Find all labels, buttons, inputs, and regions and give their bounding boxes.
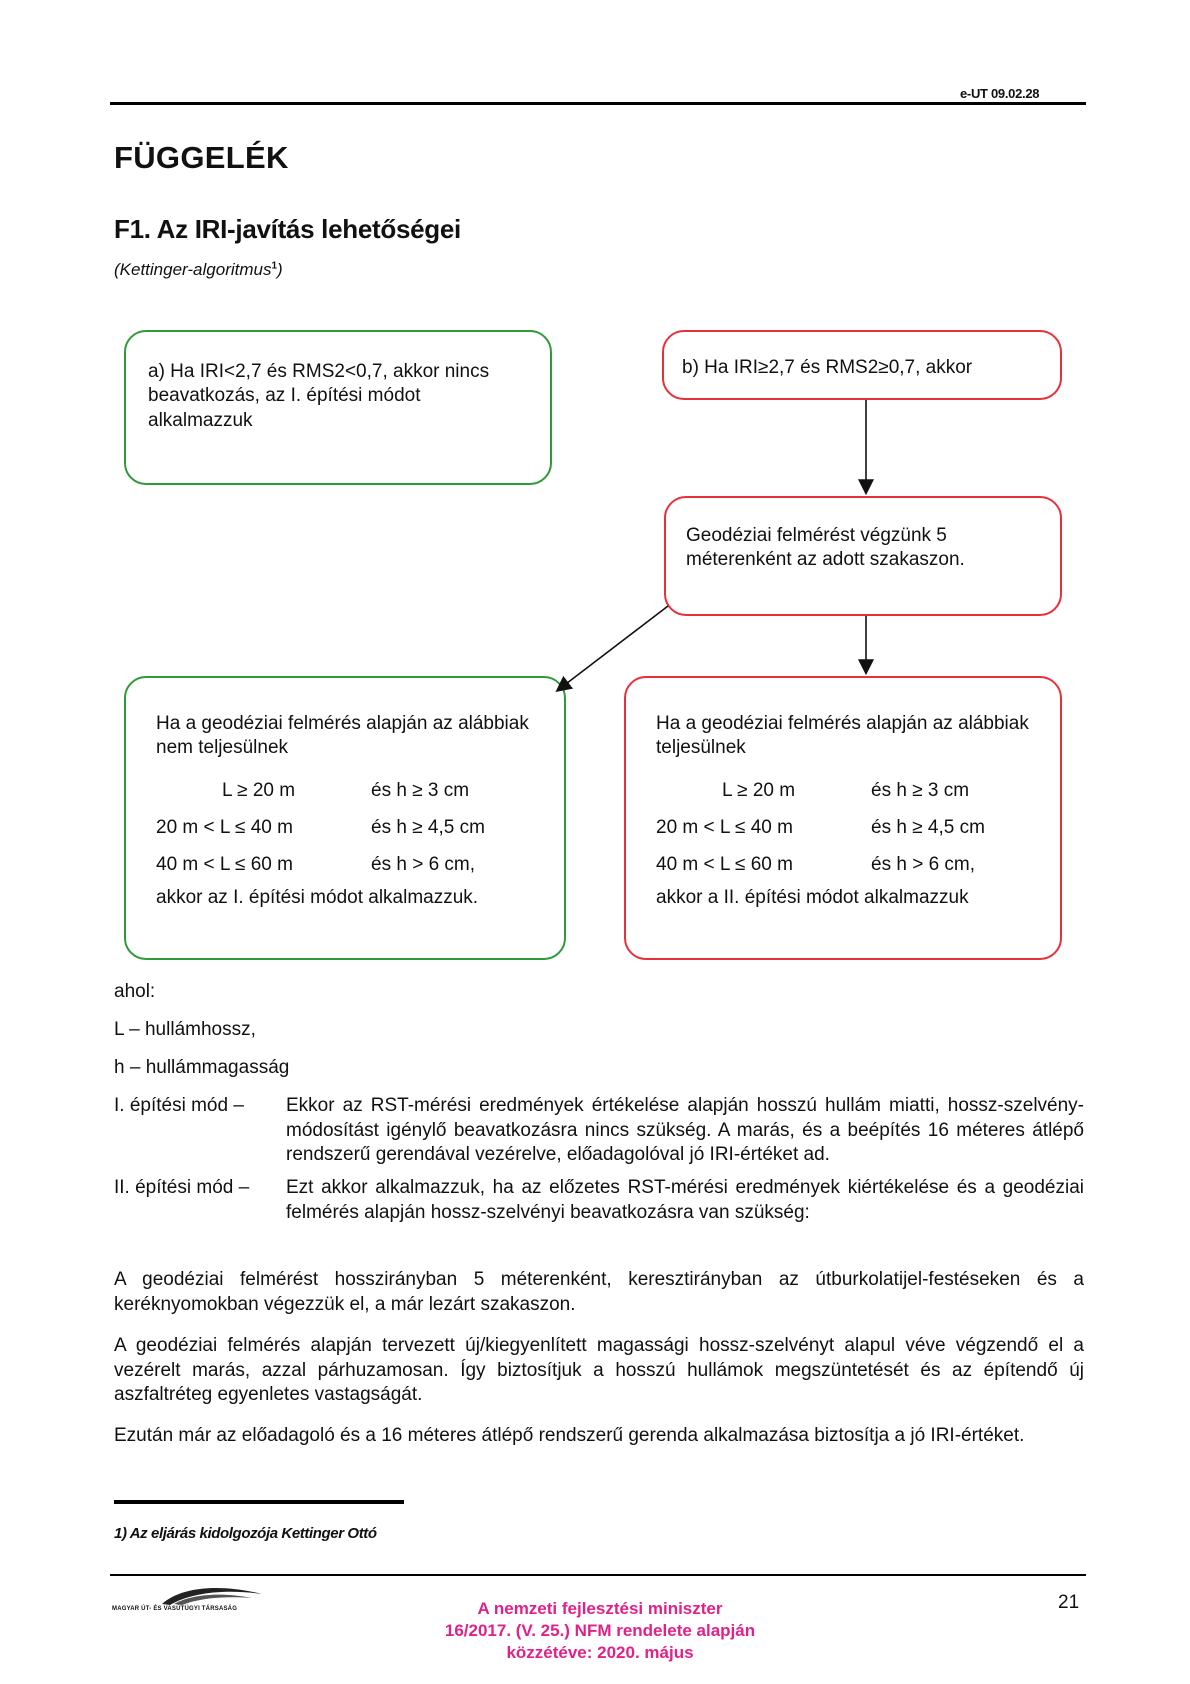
condition-row bbox=[156, 773, 550, 810]
publication-line: közzétéve: 2020. május bbox=[506, 1643, 694, 1663]
footnote-rule bbox=[114, 1500, 404, 1504]
legend-height: h – hullámmagasság bbox=[114, 1057, 290, 1078]
paragraph: A geodéziai felmérés alapján tervezett új/kiegyenlített magassági hossz-szelvényt alapul véve végzendő el a vezérelt marás, azzal párhuzamosan. Így biztosítjuk a hosszú hullámok megszüntetését és az építendő új aszfaltréteg egyenletes vastagságát. bbox=[114, 1335, 1084, 1406]
geodetic-survey-box: Geodéziai felmérést végzünk 5 méterenként az adott szakaszon. bbox=[664, 496, 1062, 616]
length-condition: L ≥ 20 m bbox=[222, 779, 296, 801]
subtitle-end: ) bbox=[277, 260, 283, 279]
footnote: 1) Az eljárás kidolgozója Kettinger Ottó bbox=[114, 1525, 377, 1542]
condition-row bbox=[156, 847, 550, 884]
condition-row bbox=[656, 773, 1046, 810]
legend-length: L – hullámhossz, bbox=[114, 1019, 256, 1040]
page-title: FÜGGELÉK bbox=[114, 140, 289, 175]
publication-note bbox=[380, 1598, 820, 1664]
condition-box-b: b) Ha IRI≥2,7 és RMS2≥0,7, akkor bbox=[662, 330, 1062, 400]
method-one-conditions bbox=[156, 773, 550, 884]
length-condition: 40 m < L ≤ 60 m bbox=[656, 853, 793, 875]
method-two-conditions bbox=[656, 773, 1046, 884]
method-one-closing: akkor az I. építési módot alkalmazzuk. bbox=[156, 886, 479, 908]
height-condition: és h ≥ 3 cm bbox=[871, 779, 970, 801]
method-definition bbox=[114, 1176, 1084, 1225]
condition-row bbox=[156, 810, 550, 847]
section-subtitle bbox=[114, 260, 283, 280]
organization-logo bbox=[112, 1584, 272, 1618]
method-description: Ezt akkor alkalmazzuk, ha az előzetes RST-mérési eredmények kiértékelése és a geodéziai felmérés alapján hossz-szelvényi beavatkozásra van szükség: bbox=[286, 1177, 1084, 1223]
logo-swoosh-icon bbox=[112, 1584, 272, 1606]
condition-box-a: a) Ha IRI<2,7 és RMS2<0,7, akkor nincs beavatkozás, az I. építési módot alkalmazzuk bbox=[124, 330, 552, 485]
method-one-box bbox=[124, 676, 566, 960]
subtitle-text: (Kettinger-algoritmus bbox=[114, 260, 272, 279]
method-two-closing: akkor a II. építési módot alkalmazzuk bbox=[656, 886, 969, 908]
height-condition: és h > 6 cm, bbox=[371, 853, 476, 875]
method-description: Ekkor az RST-mérési eredmények értékelése alapján hosszú hullám miatti, hossz-szelvény-módosítást igénylő beavatkozásra nincs szükség. A marás, és a beépítés 16 méteres átlépő rendszerű gerendával vezérelve, előadagolóval jó IRI-értéket ad. bbox=[286, 1095, 1084, 1166]
section-heading: F1. Az IRI-javítás lehetőségei bbox=[114, 214, 461, 244]
construction-methods bbox=[114, 1094, 1084, 1233]
method-term: I. építési mód – bbox=[114, 1095, 244, 1116]
document-code: e-UT 09.02.28 bbox=[960, 86, 1040, 101]
method-one-intro: Ha a geodéziai felmérés alapján az alábbiak nem teljesülnek bbox=[156, 713, 529, 759]
height-condition: és h ≥ 3 cm bbox=[371, 779, 470, 801]
method-term: II. építési mód – bbox=[114, 1177, 250, 1199]
page-number: 21 bbox=[1058, 1592, 1080, 1613]
legend-where: ahol: bbox=[114, 981, 156, 1002]
method-two-box bbox=[624, 676, 1062, 960]
length-condition: L ≥ 20 m bbox=[722, 779, 796, 801]
condition-row bbox=[656, 847, 1046, 884]
height-condition: és h ≥ 4,5 cm bbox=[871, 816, 985, 838]
length-condition: 40 m < L ≤ 60 m bbox=[156, 853, 293, 875]
length-condition: 20 m < L ≤ 40 m bbox=[156, 816, 293, 838]
footer-rule bbox=[110, 1574, 1086, 1576]
height-condition: és h ≥ 4,5 cm bbox=[371, 816, 485, 838]
publication-line: 16/2017. (V. 25.) NFM rendelete alapján bbox=[444, 1621, 756, 1641]
condition-row bbox=[656, 810, 1046, 847]
publication-line: A nemzeti fejlesztési miniszter bbox=[477, 1599, 723, 1618]
method-definition bbox=[114, 1094, 1084, 1168]
length-condition: 20 m < L ≤ 40 m bbox=[656, 816, 793, 838]
paragraph: A geodéziai felmérést hosszirányban 5 méterenként, keresztirányban az útburkolatijel-festéseken és a keréknyomokban végezzük el, a már lezárt szakaszon. bbox=[114, 1269, 1084, 1315]
footnote-ref[interactable]: 1 bbox=[271, 260, 278, 272]
header-rule bbox=[110, 102, 1086, 105]
height-condition: és h > 6 cm, bbox=[871, 853, 976, 875]
logo-text: MAGYAR ÚT- ÉS VASÚTÜGYI TÁRSASÁG bbox=[112, 1606, 238, 1612]
method-two-intro: Ha a geodéziai felmérés alapján az alábbiak teljesülnek bbox=[656, 713, 1029, 759]
paragraph: Ezután már az előadagoló és a 16 méteres átlépő rendszerű gerenda alkalmazása biztosítja a jó IRI-értéket. bbox=[114, 1425, 1025, 1446]
